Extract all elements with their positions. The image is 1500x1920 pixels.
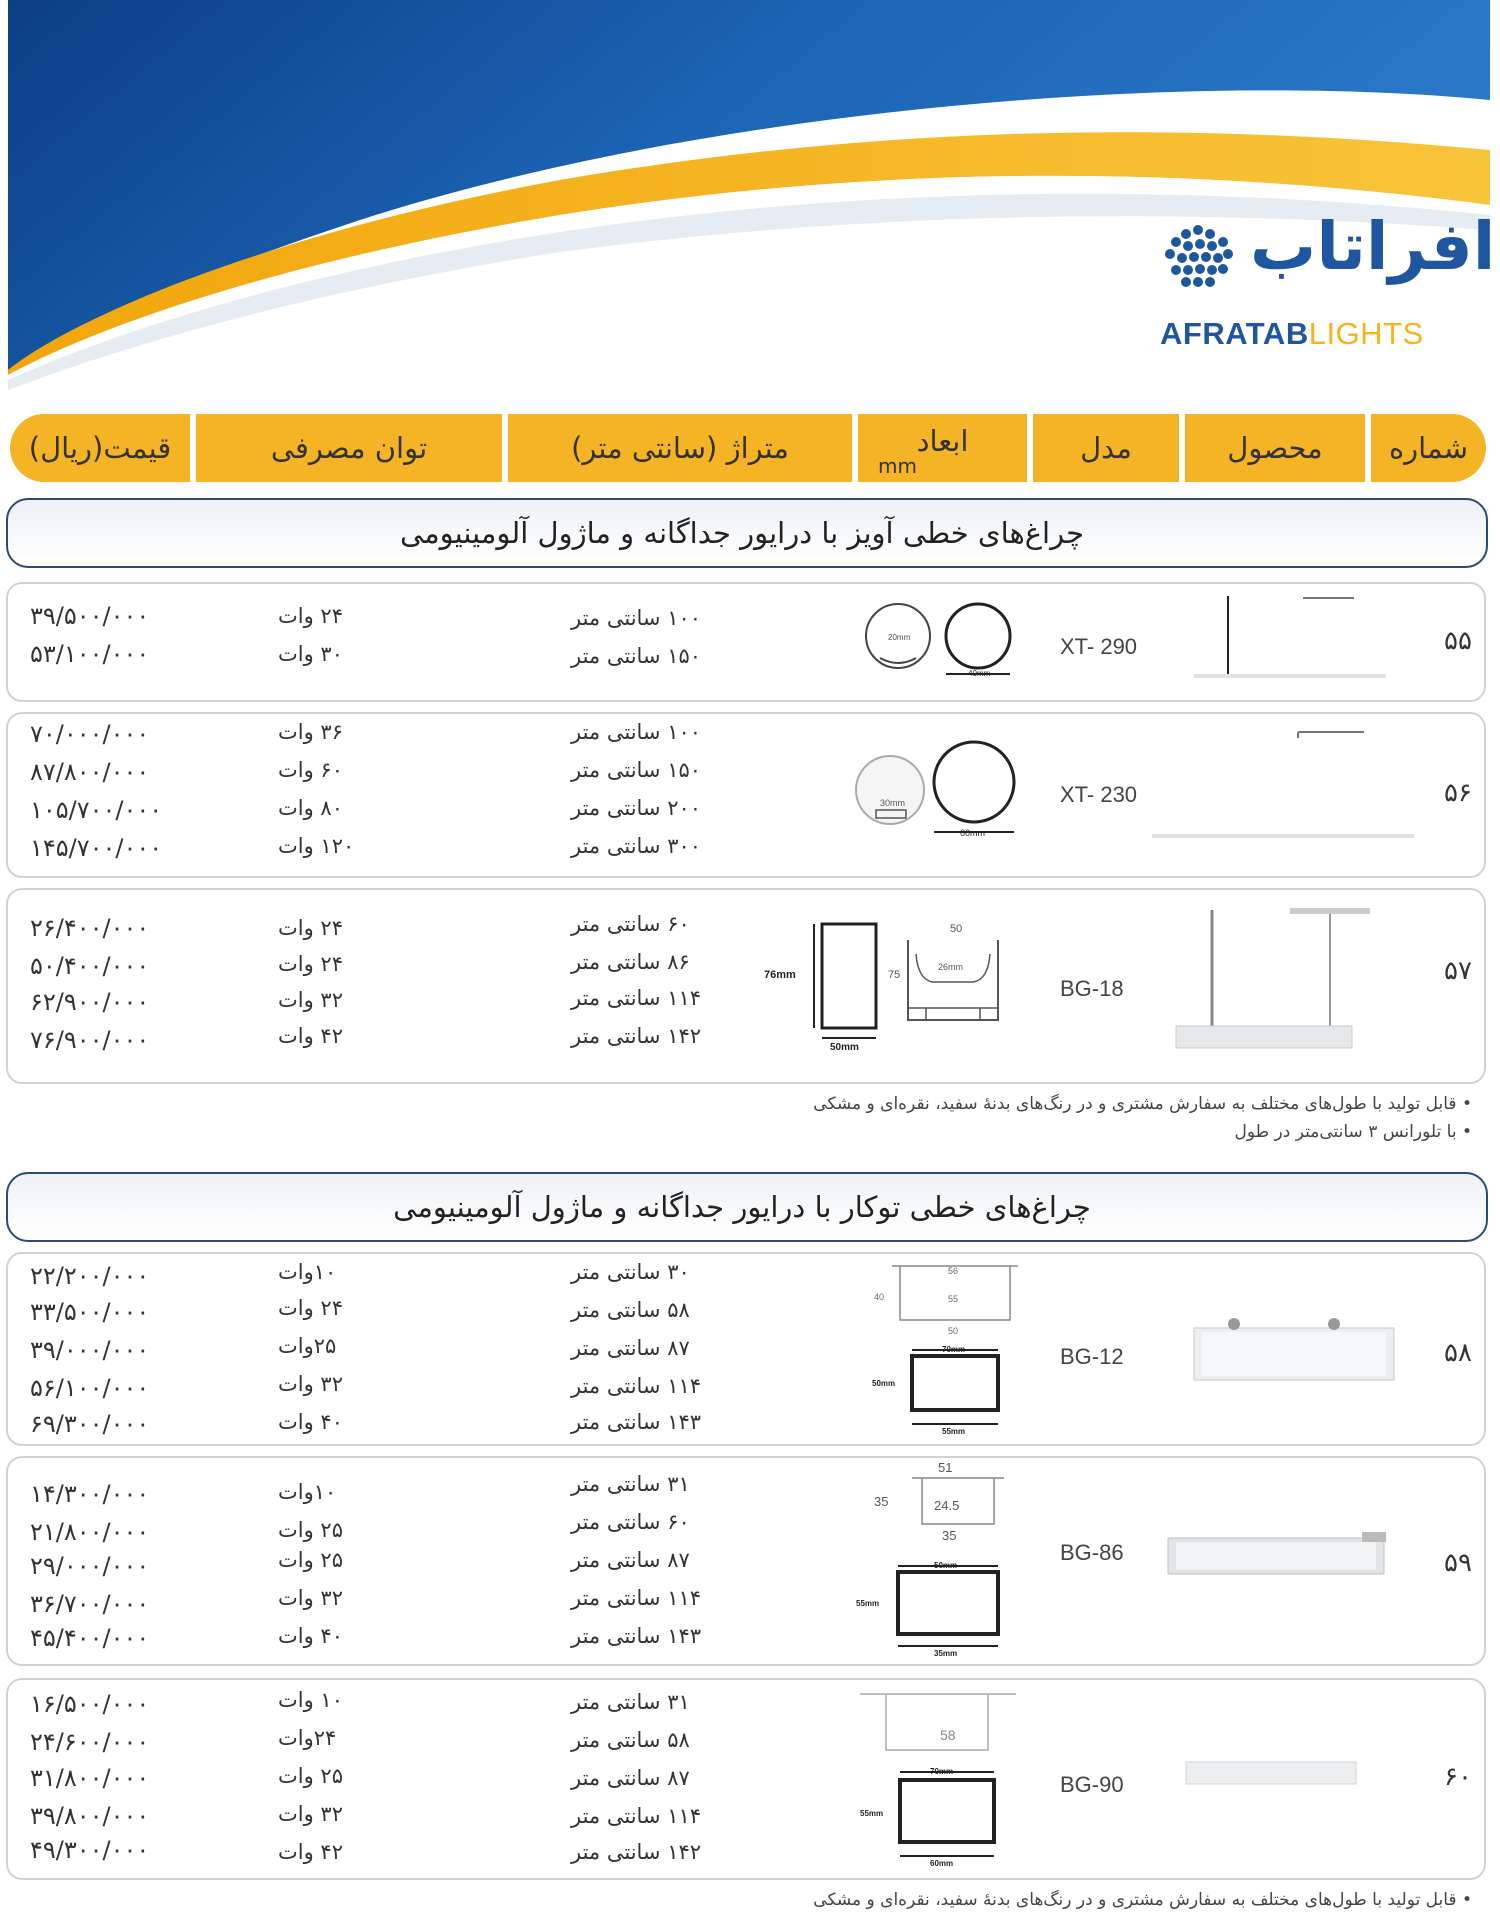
length-value: ۱۵۰ سانتی متر (571, 644, 702, 668)
product-model: BG-90 (1060, 1772, 1124, 1797)
length-value: ۳۱ سانتی متر (571, 1472, 690, 1496)
dim-label: 26mm (938, 962, 964, 972)
dim-label: 75 (888, 969, 901, 981)
section-title-pendant: چراغ‌های خطی آویز با درایور جداگانه و ماژول آلومینیومی (6, 498, 1488, 568)
length-value: ۱۴۳ سانتی متر (571, 1624, 702, 1648)
power-value: ۶۰ وات (278, 758, 343, 782)
power-value: ۲۵ وات (278, 1518, 343, 1542)
header-dimensions-label: ابعاد (916, 424, 969, 458)
length-value: ۱۱۴ سانتی متر (571, 1804, 702, 1828)
power-value: ۲۵وات (278, 1334, 337, 1358)
product-number: ۵۵ (1444, 626, 1472, 656)
product-model: BG-86 (1060, 1540, 1124, 1565)
power-value: ۲۴ وات (278, 1296, 343, 1320)
dim-label: 35 (874, 1494, 889, 1509)
power-value: ۴۰ وات (278, 1410, 343, 1434)
product-row-56 (6, 712, 1486, 878)
dim-label: 40mm (968, 669, 991, 678)
product-number: ۶۰ (1444, 1762, 1472, 1792)
length-value: ۱۱۴ سانتی متر (571, 1586, 702, 1610)
dim-label: 55mm (856, 1599, 880, 1608)
power-value: ۱۰وات (278, 1260, 337, 1284)
dim-label: 24.5 (934, 1498, 960, 1513)
dimension-drawing (758, 920, 1018, 1060)
price-value: ۸۷/۸۰۰/۰۰۰ (30, 758, 150, 786)
dim-label: 50 (950, 923, 963, 935)
length-value: ۶۰ سانتی متر (571, 912, 690, 936)
header-product: محصول (1185, 414, 1365, 482)
price-value: ۲۴/۶۰۰/۰۰۰ (30, 1728, 150, 1756)
power-value: ۸۰ وات (278, 796, 343, 820)
power-value: ۲۵ وات (278, 1764, 343, 1788)
price-value: ۱۴/۳۰۰/۰۰۰ (30, 1480, 150, 1508)
header-model: مدل (1033, 414, 1179, 482)
price-value: ۵۶/۱۰۰/۰۰۰ (30, 1374, 150, 1402)
length-value: ۱۴۲ سانتی متر (571, 1024, 702, 1048)
product-number: ۵۸ (1444, 1338, 1472, 1368)
length-value: ۳۰۰ سانتی متر (571, 834, 702, 858)
power-value: ۲۴وات (278, 1726, 337, 1750)
product-image-recessed (1176, 1754, 1376, 1794)
product-image-recessed (1184, 1298, 1404, 1398)
power-value: ۲۴ وات (278, 916, 343, 940)
dim-label: 70mm (930, 1767, 954, 1776)
price-value: ۵۰/۴۰۰/۰۰۰ (30, 952, 150, 980)
dim-label: 58 (940, 1727, 956, 1743)
price-value: ۷۰/۰۰۰/۰۰۰ (30, 720, 150, 748)
header-dimensions (858, 414, 1027, 482)
dim-label: 50mm (830, 1042, 859, 1053)
price-value: ۲۶/۴۰۰/۰۰۰ (30, 914, 150, 942)
dimension-drawing (850, 738, 1020, 844)
power-value: ۴۲ وات (278, 1840, 343, 1864)
price-value: ۱۶/۵۰۰/۰۰۰ (30, 1690, 150, 1718)
header-price: قیمت(ریال) (10, 414, 190, 482)
price-value: ۲۱/۸۰۰/۰۰۰ (30, 1518, 150, 1546)
product-row-60 (6, 1678, 1486, 1880)
dim-label: 50mm (934, 1561, 958, 1570)
note: • قابل تولید با طول‌های مختلف به سفارش مشتری و در رنگ‌های بدنهٔ سفید، نقره‌ای و مشکی (813, 1890, 1472, 1910)
product-image-pendant (1138, 724, 1418, 844)
length-value: ۸۷ سانتی متر (571, 1766, 690, 1790)
price-value: ۱۰۵/۷۰۰/۰۰۰ (30, 796, 163, 824)
price-value: ۲۹/۰۰۰/۰۰۰ (30, 1552, 150, 1580)
header-power: توان مصرفی (196, 414, 502, 482)
product-row-59 (6, 1456, 1486, 1666)
product-image-pendant (1188, 590, 1398, 680)
price-value: ۵۳/۱۰۰/۰۰۰ (30, 640, 150, 668)
price-value: ۳۹/۵۰۰/۰۰۰ (30, 602, 150, 630)
dim-label: 50mm (872, 1379, 896, 1388)
product-row-58 (6, 1252, 1486, 1446)
product-number: ۵۶ (1444, 778, 1472, 808)
length-value: ۲۰۰ سانتی متر (571, 796, 702, 820)
power-value: ۱۲۰ وات (278, 834, 355, 858)
length-value: ۳۰ سانتی متر (571, 1260, 690, 1284)
dim-label: 60mm (930, 1859, 954, 1868)
power-value: ۱۰ وات (278, 1688, 343, 1712)
length-value: ۱۴۳ سانتی متر (571, 1410, 702, 1434)
length-value: ۸۷ سانتی متر (571, 1548, 690, 1572)
length-value: ۱۰۰ سانتی متر (571, 720, 702, 744)
price-value: ۳۶/۷۰۰/۰۰۰ (30, 1590, 150, 1618)
length-value: ۵۸ سانتی متر (571, 1728, 690, 1752)
price-value: ۶۹/۳۰۰/۰۰۰ (30, 1410, 150, 1438)
length-value: ۱۵۰ سانتی متر (571, 758, 702, 782)
product-model: BG-18 (1060, 976, 1124, 1001)
logo-wordmark: AFRATABLIGHTS (1160, 316, 1424, 351)
length-value: ۱۱۴ سانتی متر (571, 986, 702, 1010)
header-length: متراژ (سانتی متر) (508, 414, 852, 482)
dim-label: 20mm (888, 633, 911, 642)
price-value: ۴۵/۴۰۰/۰۰۰ (30, 1624, 150, 1652)
product-number: ۵۷ (1444, 956, 1472, 986)
price-value: ۳۱/۸۰۰/۰۰۰ (30, 1764, 150, 1792)
dim-label: 55 (948, 1294, 959, 1304)
power-value: ۲۴ وات (278, 604, 343, 628)
length-value: ۸۶ سانتی متر (571, 950, 690, 974)
length-value: ۵۸ سانتی متر (571, 1298, 690, 1322)
logo-persian: افراتاب (1250, 208, 1496, 285)
dim-label: 60mm (960, 828, 986, 838)
dim-label: 55mm (942, 1427, 966, 1436)
length-value: ۸۷ سانتی متر (571, 1336, 690, 1360)
product-model: XT- 290 (1060, 634, 1138, 659)
product-model: BG-12 (1060, 1344, 1124, 1369)
power-value: ۴۰ وات (278, 1624, 343, 1648)
power-value: ۳۲ وات (278, 1802, 343, 1826)
dim-label: 35 (942, 1528, 957, 1543)
note: • با تلورانس ۳ سانتی‌متر در طول (1234, 1122, 1472, 1142)
power-value: ۳۲ وات (278, 1586, 343, 1610)
header-dimensions-unit: mm (878, 454, 917, 478)
power-value: ۳۰ وات (278, 642, 343, 666)
dimension-drawing (856, 1684, 1020, 1874)
power-value: ۲۵ وات (278, 1548, 343, 1572)
product-model: XT- 230 (1060, 782, 1138, 807)
length-value: ۱۱۴ سانتی متر (571, 1374, 702, 1398)
product-image-recessed (1158, 1518, 1398, 1598)
dim-label: 76mm (764, 969, 796, 981)
price-value: ۳۹/۰۰۰/۰۰۰ (30, 1336, 150, 1364)
price-value: ۷۶/۹۰۰/۰۰۰ (30, 1026, 150, 1054)
length-value: ۳۱ سانتی متر (571, 1690, 690, 1714)
dimension-drawing (870, 1260, 1020, 1438)
product-row-57 (6, 888, 1486, 1084)
power-value: ۳۲ وات (278, 988, 343, 1012)
dim-label: 40 (874, 1292, 885, 1302)
power-value: ۱۰وات (278, 1480, 337, 1504)
power-value: ۳۲ وات (278, 1372, 343, 1396)
dim-label: 50 (948, 1326, 959, 1336)
price-value: ۴۹/۳۰۰/۰۰۰ (30, 1836, 150, 1864)
dim-label: 35mm (934, 1649, 958, 1658)
header-number: شماره (1371, 414, 1486, 482)
product-image-pendant (1158, 904, 1398, 1074)
dim-label: 51 (938, 1460, 953, 1475)
note: • قابل تولید با طول‌های مختلف به سفارش مشتری و در رنگ‌های بدنهٔ سفید، نقره‌ای و مشکی (813, 1094, 1472, 1114)
length-value: ۶۰ سانتی متر (571, 1510, 690, 1534)
price-value: ۳۳/۵۰۰/۰۰۰ (30, 1298, 150, 1326)
price-value: ۶۲/۹۰۰/۰۰۰ (30, 988, 150, 1016)
product-number: ۵۹ (1444, 1548, 1472, 1578)
dim-label: 55mm (860, 1809, 884, 1818)
power-value: ۲۴ وات (278, 952, 343, 976)
dim-label: 56 (948, 1266, 959, 1276)
length-value: ۱۰۰ سانتی متر (571, 606, 702, 630)
dimension-drawing (854, 1460, 1020, 1660)
product-row-55 (6, 582, 1486, 702)
price-value: ۳۹/۸۰۰/۰۰۰ (30, 1802, 150, 1830)
dim-label: 30mm (880, 798, 906, 808)
length-value: ۱۴۲ سانتی متر (571, 1840, 702, 1864)
dimension-drawing (860, 598, 1020, 678)
section-title-recessed: چراغ‌های خطی توکار با درایور جداگانه و ماژول آلومینیومی (6, 1172, 1488, 1242)
power-value: ۴۲ وات (278, 1024, 343, 1048)
price-value: ۱۴۵/۷۰۰/۰۰۰ (30, 834, 163, 862)
power-value: ۳۶ وات (278, 720, 343, 744)
price-value: ۲۲/۲۰۰/۰۰۰ (30, 1262, 150, 1290)
logo-mark (1163, 224, 1233, 294)
dim-label: 70mm (942, 1345, 966, 1354)
